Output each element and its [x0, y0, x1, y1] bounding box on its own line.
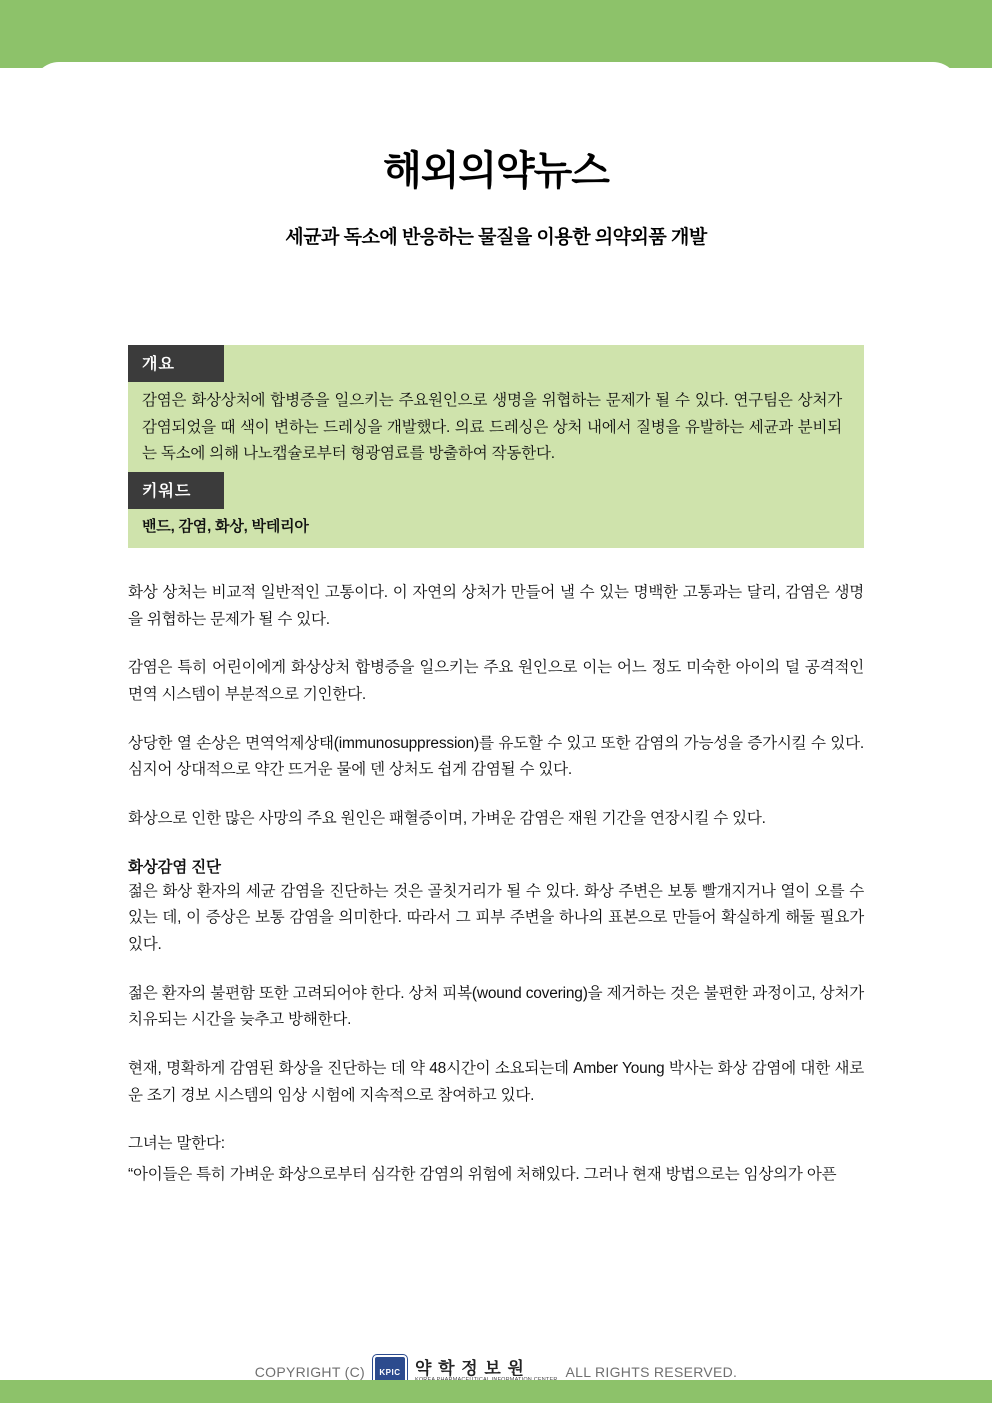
page-subtitle: 세균과 독소에 반응하는 물질을 이용한 의약외품 개발 — [285, 227, 707, 248]
document-page — [33, 62, 959, 1345]
header-green-band — [0, 0, 992, 68]
kpic-logo-kr: 약 학 정 보 원 — [414, 1359, 525, 1379]
paragraph: 젊은 화상 환자의 세균 감염을 진단하는 것은 골칫거리가 될 수 있다. 화상 주변은 보통 빨개지거나 열이 오를 수 있는 데, 이 증상은 보통 감염을 의미한다. 따라서 그 피부 주변을 하나의 표본으로 만들어 확실하게 해둘 필요가 있다. — [128, 882, 864, 953]
page-title: 해외의약뉴스 — [383, 149, 609, 193]
paragraph: 화상으로 인한 많은 사망의 주요 원인은 패혈증이며, 가벼운 감염은 재원 기간을 연장시킬 수 있다. — [128, 809, 766, 827]
quote-text: “아이들은 특히 가벼운 화상으로부터 심각한 감염의 위험에 처해있다. 그러나 현재 방법으로는 임상의가 아픈 — [128, 1165, 837, 1183]
copyright-left-text: COPYRIGHT (C) — [254, 1364, 365, 1380]
paragraph: 젊은 환자의 불편함 또한 고려되어야 한다. 상처 피복(wound covering)을 제거하는 것은 불편한 과정이고, 상처가 치유되는 시간을 늦추고 방해한다. — [128, 984, 864, 1029]
keyword-label: 키워드 — [128, 472, 224, 509]
paragraph: 상당한 열 손상은 면역억제상태(immunosuppression)를 유도할 수 있고 또한 감염의 가능성을 증가시킬 수 있다. 심지어 상대적으로 약간 뜨거운 물에 덴 상처도 쉽게 감염될 수 있다. — [128, 734, 864, 779]
summary-text: 감염은 화상상처에 합병증을 일으키는 주요원인으로 생명을 위협하는 문제가 될 수 있다. 연구팀은 상처가 감염되었을 때 색이 변하는 드레싱을 개발했다. 의료 드레싱은 상처 내에서 질병을 유발하는 세균과 분비되는 독소에 의해 나노캡슐로부터 형광염료를 방출하여 작동한다. — [142, 392, 842, 463]
quote-intro: 그녀는 말한다: — [128, 1135, 225, 1153]
paragraph: 화상 상처는 비교적 일반적인 고통이다. 이 자연의 상처가 만들어 낼 수 있는 명백한 고통과는 달리, 감염은 생명을 위협하는 문제가 될 수 있다. — [128, 583, 864, 628]
summary-label: 개요 — [128, 345, 224, 382]
paragraph: 현재, 명확하게 감염된 화상을 진단하는 데 약 48시간이 소요되는데 Amber Young 박사는 화상 감염에 대한 새로운 조기 경보 시스템의 임상 시험에 지속적으로 참여하고 있다. — [128, 1059, 864, 1104]
section-heading: 화상감염 진단 — [128, 858, 221, 876]
summary-panel — [128, 345, 864, 548]
article-body — [128, 580, 864, 1189]
footer-green-band — [0, 1380, 992, 1403]
kpic-logo-icon: KPIC — [373, 1355, 407, 1389]
copyright-right-text: ALL RIGHTS RESERVED. — [565, 1364, 738, 1380]
keyword-text: 밴드, 감염, 화상, 박테리아 — [142, 517, 309, 535]
paragraph: 감염은 특히 어린이에게 화상상처 합병증을 일으키는 주요 원인으로 이는 어느 정도 미숙한 아이의 덜 공격적인 면역 시스템이 부분적으로 기인한다. — [128, 659, 864, 703]
